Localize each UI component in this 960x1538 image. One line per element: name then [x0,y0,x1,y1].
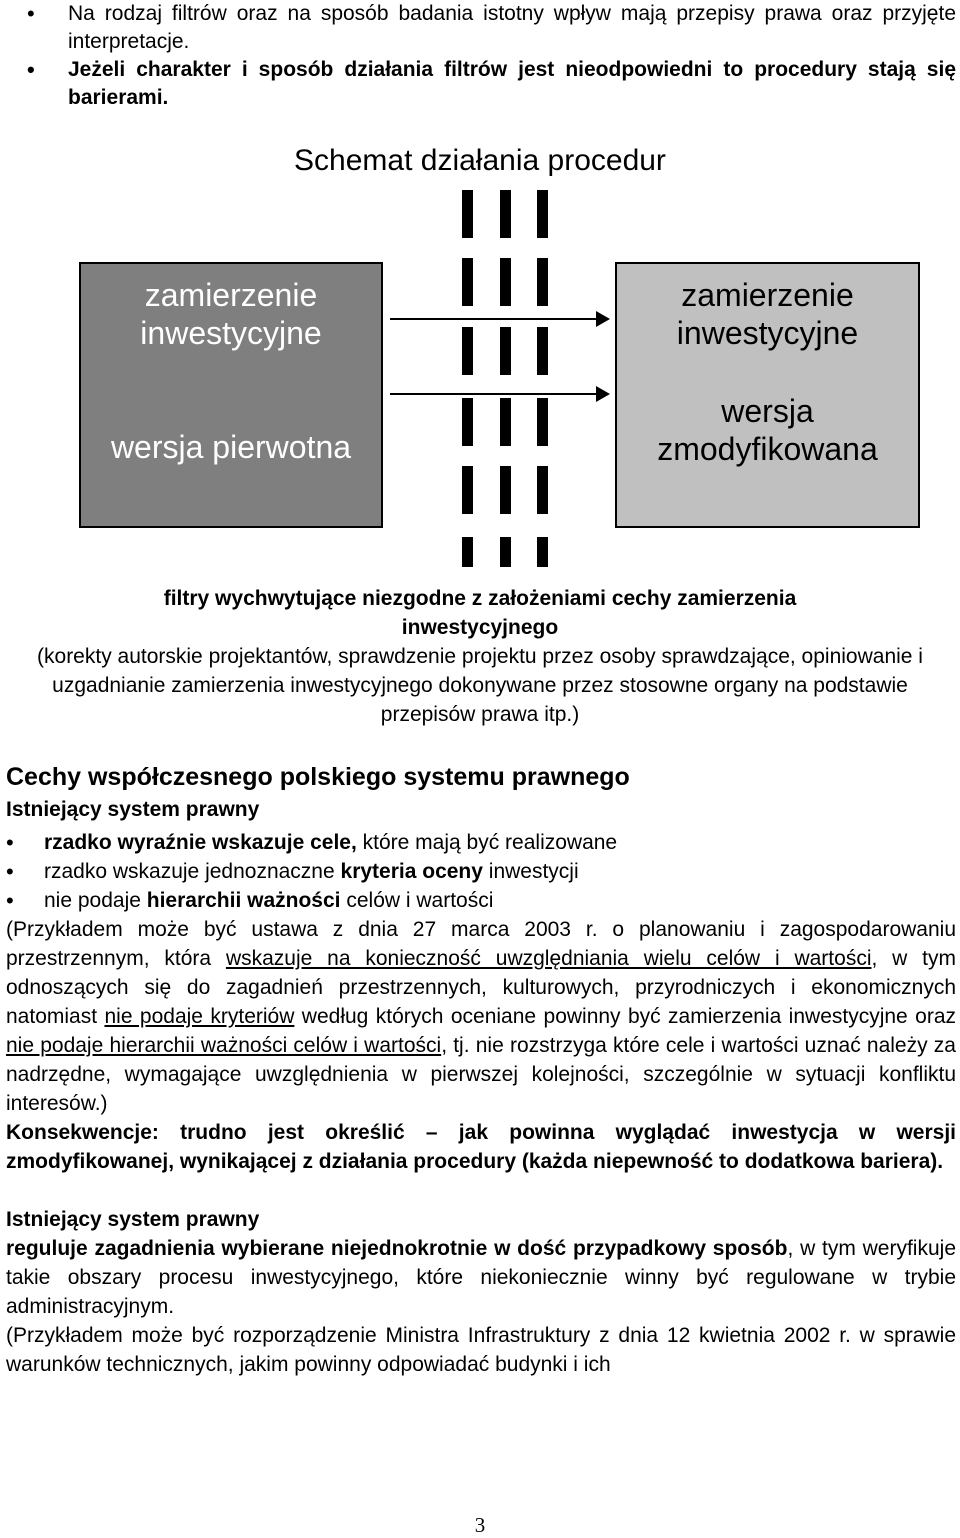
feature-bullet-2-pre: rzadko wskazuje jednoznaczne [44,860,341,883]
feature-bullet-3-text: celów i wartości [340,889,494,912]
filters-caption-bold: filtry wychwytujące niezgodne z założeniami cechy zamierzenia inwestycyjnego [163,587,797,639]
filter-bar [537,398,548,446]
flow-arrow-top [390,318,608,320]
feature-bullet-2-text: inwestycji [482,860,579,883]
example-text-3: według których oceniane powinny być zamierzenia inwestycyjne oraz [294,1005,956,1028]
original-box-bottom-label: wersja pierwotna [110,429,352,465]
filter-bar [500,190,511,238]
section-subheading: Istniejący system prawny [6,798,260,821]
filter-bar [537,466,548,514]
filter-bar [500,537,511,567]
example-paragraph [6,915,956,1118]
modified-box-top-label: zamierzenie inwestycyjne [676,277,859,351]
section2-text: , w tym weryfikuje takie obszary procesu inwestycyjnego, które niekoniecznie winny być regulowane w trybie administracyjnym. [6,1237,956,1318]
filter-bar [537,537,548,567]
section2-example: (Przykładem może być rozporządzenie Ministra Infrastruktury z dnia 12 kwietnia 2002 r. w sprawie warunków technicznych, jakim powinny odpowiadać budynki i ich [6,1324,956,1376]
filter-bar [500,327,511,375]
example-underline-2: nie podaje kryteriów [104,1005,295,1028]
intro-list [6,0,956,112]
section2-paragraph [6,1234,956,1321]
feature-bullet-3-bold: hierarchii ważności [146,889,341,912]
section-heading: Cechy współczesnego polskiego systemu prawnego [6,763,630,791]
filter-bar [462,466,473,514]
filter-bar [462,258,473,306]
filter-bar [462,190,473,238]
filter-bar [500,466,511,514]
filter-bar [537,190,548,238]
intro-bullet-2: • Jeżeli charakter i sposób działania filtrów jest nieodpowiedni to procedury stają się barierami. [6,56,956,112]
flow-arrow-bottom [390,393,608,395]
consequences-paragraph: Konsekwencje: trudno jest określić – jak powinna wyglądać inwestycja w wersji zmodyfikowanej, wynikającej z działania procedury (każda niepewność to dodatkowa bariera). [6,1121,956,1173]
example-underline-3: nie podaje hierarchii ważności celów i wartości [6,1034,442,1057]
feature-bullet-1-bold: rzadko wyraźnie wskazuje cele, [44,831,357,854]
feature-bullet-2-bold: kryteria oceny [340,860,483,883]
filter-bar [537,327,548,375]
example-text-2: , w tym odnoszących się do zagadnień przestrzennych, kulturowych, przyrodniczych i ekonomicznych natomiast [6,947,957,1028]
example-text-4: , tj. nie rozstrzyga które cele i wartości uznać należy za nadrzędne, wymagające uwzględnienia w pierwszej kolejności, szczególnie w sytuacji konfliktu interesów.) [6,1034,956,1115]
diagram-title: Schemat działania procedur [294,144,666,177]
feature-bullet-1 [6,828,956,857]
page-number: 3 [474,1513,486,1537]
filter-bar [500,398,511,446]
filter-bar [537,258,548,306]
feature-bullet-3 [6,886,956,915]
filters-caption-note: (korekty autorskie projektantów, sprawdzenie projektu przez osoby sprawdzające, opiniowanie i uzgadnianie zamierzenia inwestycyjnego dokonywane przez stosowne organy na podstawie przepisów prawa itp.) [37,645,923,726]
filter-bar [462,398,473,446]
example-underline-1: wskazuje na konieczność uwzględniania wielu celów i wartości [225,947,872,970]
original-box-top-label: zamierzenie inwestycyjne [140,277,322,351]
feature-bullet-3-pre: nie podaje [44,889,147,912]
intro-bullet-1: • Na rodzaj filtrów oraz na sposób badania istotny wpływ mają przepisy prawa oraz przyjęte interpretacje. [6,0,956,56]
modified-version-box [615,262,920,528]
section2-subheading: Istniejący system prawny [6,1208,260,1231]
filter-bar [462,327,473,375]
section-legal-system-features [6,759,956,1379]
original-version-box [79,262,383,528]
filters-caption [0,584,960,729]
feature-bullet-1-text: które mają być realizowane [356,831,618,854]
filter-bar [500,258,511,306]
modified-box-bottom-label: wersja zmodyfikowana [657,393,878,467]
example-text-1: (Przykładem może być ustawa z dnia 27 marca 2003 r. o planowaniu i zagospodarowaniu przestrzennym, która [6,918,956,970]
section2-bold-line: reguluje zagadnienia wybierane niejednokrotnie w dość przypadkowy sposób [6,1237,788,1260]
filter-bar [462,537,473,567]
feature-bullet-2 [6,857,956,886]
